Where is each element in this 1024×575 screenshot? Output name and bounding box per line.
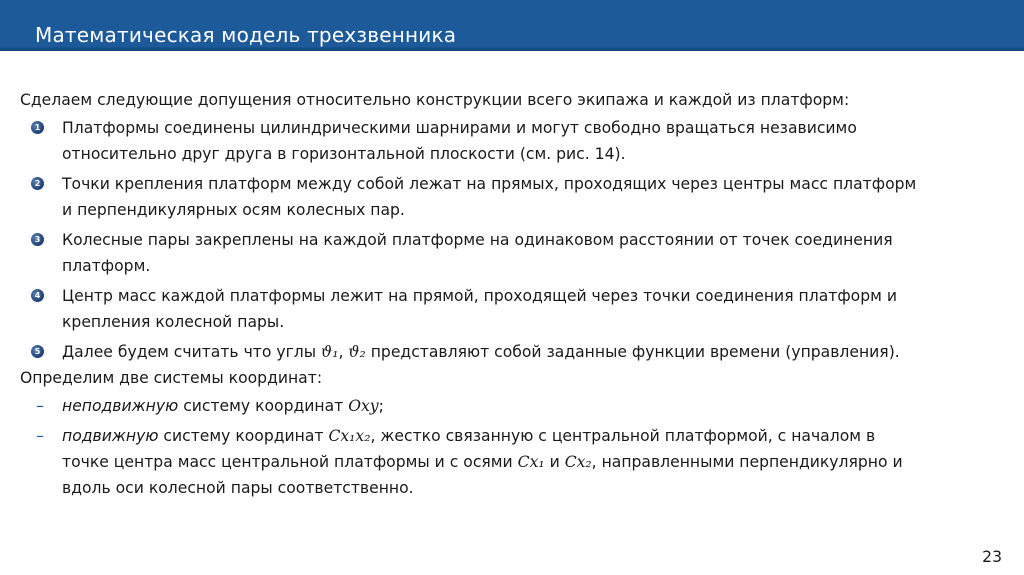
- coordinate-systems-list: [20, 393, 1010, 501]
- angle-symbol: ϑ₂: [348, 343, 366, 361]
- assumption-item: [20, 115, 1010, 167]
- assumption-line: платформ.: [62, 257, 151, 275]
- coordinate-system-item: [20, 393, 1010, 419]
- coord-text: систему координат: [158, 427, 329, 445]
- coordinate-system-item: [20, 423, 1010, 501]
- math-symbol: Oxy: [348, 397, 379, 415]
- coord-line: [62, 423, 1010, 449]
- coord-line: [62, 449, 1010, 475]
- list-number-badge: 4: [31, 289, 44, 302]
- coord-line: вдоль оси колесной пары соответственно.: [62, 479, 414, 497]
- assumption-line: относительно друг друга в горизонтальной плоскости (см. рис. 14).: [62, 145, 626, 163]
- dash-bullet: –: [36, 397, 44, 415]
- assumption-line: [62, 339, 1010, 365]
- list-number-badge: 3: [31, 233, 44, 246]
- angle-symbol: ϑ₁: [321, 343, 339, 361]
- coord-text: точке центра масс центральной платформы и с осями: [62, 453, 518, 471]
- coord-text: , жестко связанную с центральной платформой, с началом в: [370, 427, 876, 445]
- header-bottom-shade: [0, 47, 1024, 51]
- slide-header: [0, 0, 1024, 51]
- assumption-text: Далее будем считать что углы: [62, 343, 322, 361]
- assumption-line: крепления колесной пары.: [62, 313, 285, 331]
- slide-body: [20, 87, 1010, 501]
- assumption-line: Колесные пары закреплены на каждой платформе на одинаковом расстоянии от точек соединения: [62, 231, 893, 249]
- emphasis-text: неподвижную: [62, 397, 179, 415]
- intro-text: Сделаем следующие допущения относительно конструкции всего экипажа и каждой из платформ:: [20, 91, 850, 109]
- coord-text: ;: [378, 397, 384, 415]
- page-number: 23: [982, 548, 1002, 566]
- assumption-item: [20, 171, 1010, 223]
- assumption-line: Точки крепления платформ между собой лежат на прямых, проходящих через центры масс платформ: [62, 175, 917, 193]
- assumption-item: [20, 227, 1010, 279]
- coords-intro-text: Определим две системы координат:: [20, 369, 323, 387]
- math-symbol: Cx₁x₂: [328, 427, 371, 445]
- coord-line: [62, 393, 1010, 419]
- list-number-badge: 1: [31, 121, 44, 134]
- assumption-item: [20, 339, 1010, 365]
- list-number-badge: 2: [31, 177, 44, 190]
- assumption-line: Платформы соединены цилиндрическими шарнирами и могут свободно вращаться независимо: [62, 119, 857, 137]
- slide-title: Математическая модель трехзвенника: [35, 23, 457, 47]
- assumption-line: и перпендикулярных осям колесных пар.: [62, 201, 405, 219]
- assumption-line: Центр масс каждой платформы лежит на прямой, проходящей через точки соединения платформ и: [62, 287, 897, 305]
- coord-text: систему координат: [178, 397, 349, 415]
- coord-text: , направленными перпендикулярно и: [591, 453, 903, 471]
- math-symbol: Cx₁: [517, 453, 545, 471]
- assumptions-list: [20, 115, 1010, 365]
- assumption-text: представляют собой заданные функции времени (управления).: [365, 343, 900, 361]
- dash-bullet: –: [36, 427, 44, 445]
- emphasis-text: подвижную: [62, 427, 159, 445]
- separator: ,: [338, 343, 349, 361]
- assumption-item: [20, 283, 1010, 335]
- math-symbol: Cx₂: [564, 453, 592, 471]
- coord-text: и: [544, 453, 565, 471]
- list-number-badge: 5: [31, 345, 44, 358]
